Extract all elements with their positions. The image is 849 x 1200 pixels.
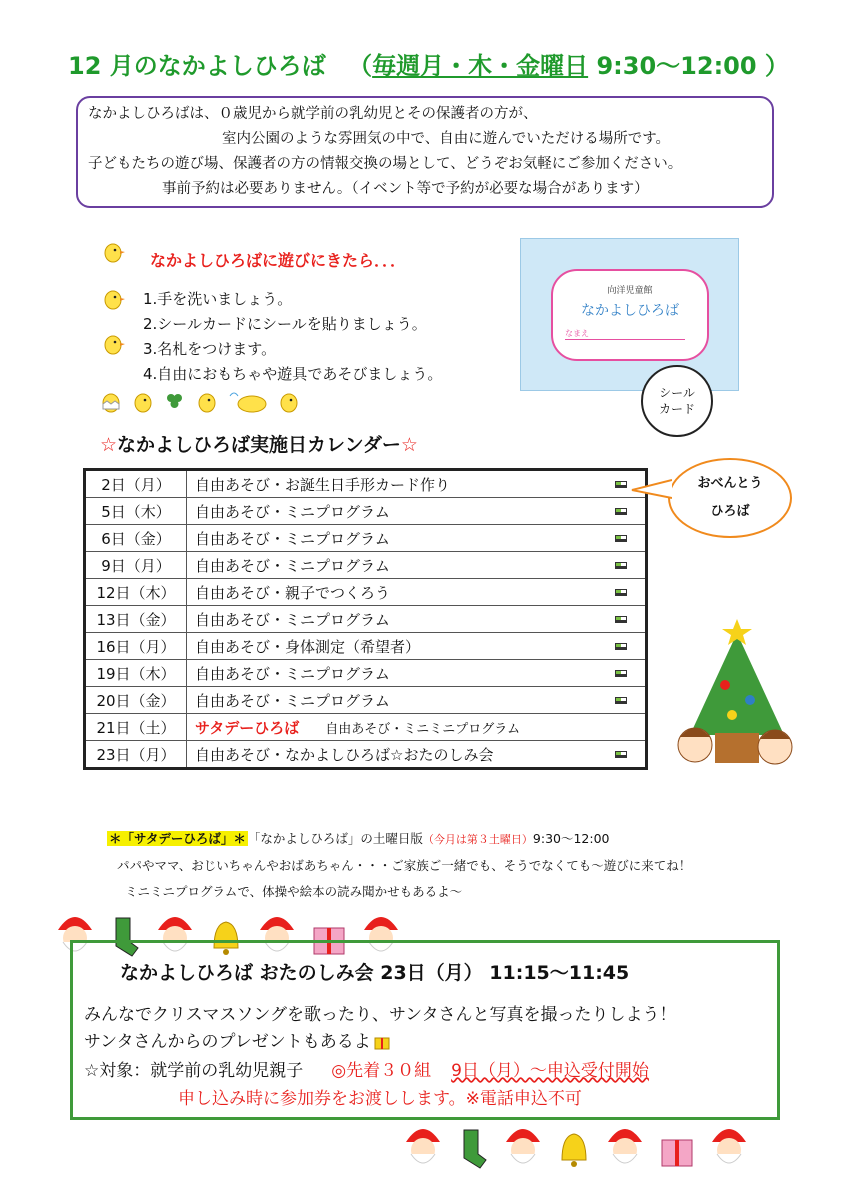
bento-icon	[615, 587, 627, 597]
intro-line-4: 事前予約は必要ありません。（イベント等で予約が必要な場合があります）	[162, 181, 649, 197]
callout-line: ひろば	[710, 504, 750, 519]
intro-line-1: なかよしひろばは、０歳児から就学前の乳幼児とその保護者の方が、	[88, 106, 538, 122]
chick-icon	[194, 388, 220, 414]
event-limit: ◎先着３０組	[331, 1061, 432, 1081]
santa-icon	[600, 1120, 650, 1170]
santa-icon	[498, 1120, 548, 1170]
card-name: なかよしひろば	[581, 303, 679, 319]
date-cell: 12日（木）	[85, 579, 187, 606]
activity-cell	[187, 714, 647, 741]
rule-item: 3.名札をつけます。	[143, 340, 277, 358]
activity-text: 自由あそび・ミニミニプログラム	[325, 721, 521, 737]
activity-text: 自由あそび・ミニプログラム	[195, 610, 390, 629]
saturday-line-3: ミニミニプログラムで、体操や絵本の読み聞かせもあるよ～	[125, 884, 463, 899]
date-cell: 19日（木）	[85, 660, 187, 687]
bento-callout	[668, 458, 792, 538]
intro-line-2: 室内公園のような雰囲気の中で、自由に遊んでいただける場所です。	[222, 131, 671, 147]
table-row	[85, 525, 647, 552]
activity-text: 自由あそび・身体測定（希望者）	[195, 637, 421, 656]
table-row	[85, 687, 647, 714]
rules-heading: なかよしひろばに遊びにきたら．．．	[150, 251, 407, 270]
calendar-title-text: なかよしひろば実施日カレンダー	[117, 434, 401, 456]
activity-cell	[187, 525, 647, 552]
date-cell: 23日（月）	[85, 741, 187, 769]
saturday-line-1	[107, 826, 691, 853]
star-icon: ☆	[400, 434, 418, 456]
activity-cell	[187, 579, 647, 606]
christmas-tree-illustration	[670, 615, 805, 780]
saturday-note	[107, 826, 691, 905]
table-row	[85, 470, 647, 498]
page-title	[68, 46, 789, 81]
activity-text: 自由あそび・なかよしひろば☆おたのしみ会	[195, 745, 494, 764]
chick-icon	[100, 285, 126, 311]
saturday-time: 9:30～12:00	[532, 831, 610, 846]
intro-box	[76, 96, 774, 208]
event-line-1: みんなでクリスマスソングを歌ったり、サンタさんと写真を撮ったりしよう！	[84, 1005, 677, 1025]
title-time: 9:30～12:00 ）	[588, 52, 789, 80]
chick-row	[98, 388, 302, 414]
event-reception: 9日（月）～申込受付開始	[451, 1061, 649, 1081]
santa-icon	[704, 1120, 754, 1170]
card-org: 向洋児童館	[607, 286, 653, 296]
gift-icon	[373, 1032, 391, 1050]
callout-line: おべんとう	[697, 476, 763, 491]
bento-icon	[615, 695, 627, 705]
date-cell: 21日（土）	[85, 714, 187, 741]
activity-cell	[187, 606, 647, 633]
activity-text: 自由あそび・ミニプログラム	[195, 529, 390, 548]
callout-pointer	[630, 478, 672, 502]
activity-text: 自由あそび・ミニプログラム	[195, 691, 390, 710]
activity-cell	[187, 741, 647, 769]
chick-icon	[130, 388, 156, 414]
bento-icon	[615, 533, 627, 543]
title-main: 12 月のなかよしひろば	[68, 52, 326, 80]
table-row	[85, 579, 647, 606]
event-target: ☆対象：就学前の乳幼児親子	[84, 1061, 304, 1081]
bento-icon	[615, 479, 627, 489]
table-row	[85, 741, 647, 769]
event-title: なかよしひろば おたのしみ会 23日（月） 11:15～11:45	[120, 962, 630, 984]
date-cell: 13日（金）	[85, 606, 187, 633]
rule-item: 2.シールカードにシールを貼りましょう。	[143, 315, 427, 333]
calendar-title	[100, 430, 418, 457]
event-ticket-note: 申し込み時に参加券をお渡しします。※電話申込不可	[178, 1089, 582, 1109]
table-row	[85, 552, 647, 579]
gift-icon	[656, 1126, 698, 1170]
date-cell: 20日（金）	[85, 687, 187, 714]
title-days: 毎週月・木・金曜日	[372, 52, 589, 80]
bento-icon	[615, 614, 627, 624]
star-icon: ☆	[100, 434, 118, 456]
table-row	[85, 633, 647, 660]
event-line-2	[84, 1027, 391, 1052]
callout-line: カード	[658, 402, 695, 416]
table-row	[85, 498, 647, 525]
stocking-icon	[454, 1126, 492, 1170]
activity-cell	[187, 687, 647, 714]
event-line-2-text: サンタさんからのプレゼントもあるよ	[84, 1032, 371, 1052]
saturday-desc: 「なかよしひろば」の土曜日版	[247, 831, 423, 846]
santa-icon	[398, 1120, 448, 1170]
saturday-line-2: パパやママ、おじいちゃんやおばあちゃん・・・ご家族ご一緒でも、そうでなくても～遊びに来てね！	[117, 858, 692, 873]
saturday-week-note: （今月は第３土曜日）	[422, 833, 533, 846]
bento-icon	[615, 749, 627, 759]
bento-icon	[615, 668, 627, 678]
saturday-label: サタデーひろば	[195, 718, 300, 737]
date-cell: 6日（金）	[85, 525, 187, 552]
event-target-line	[84, 1056, 649, 1081]
date-cell: 9日（月）	[85, 552, 187, 579]
date-cell: 2日（月）	[85, 470, 187, 498]
card-name-field: なまえ	[565, 328, 685, 340]
bento-icon	[615, 506, 627, 516]
callout-line: シール	[659, 386, 695, 400]
activity-text: 自由あそび・ミニプログラム	[195, 556, 390, 575]
table-row	[85, 660, 647, 687]
calendar-table	[83, 468, 648, 770]
table-row	[85, 714, 647, 741]
activity-cell	[187, 498, 647, 525]
title-open-paren: （	[348, 52, 373, 80]
activity-cell	[187, 470, 647, 498]
activity-text: 自由あそび・親子でつくろう	[195, 583, 391, 602]
chick-icon	[100, 330, 126, 356]
chick-icon	[276, 388, 302, 414]
table-row	[85, 606, 647, 633]
activity-cell	[187, 660, 647, 687]
bento-icon	[615, 560, 627, 570]
rule-item: 4.自由におもちゃや遊具であそびましょう。	[143, 365, 443, 383]
activity-text: 自由あそび・お誕生日手形カード作り	[195, 475, 451, 494]
bento-icon	[615, 641, 627, 651]
activity-text: 自由あそび・ミニプログラム	[195, 502, 390, 521]
santa-decoration-row	[398, 1120, 754, 1170]
card-frame	[551, 269, 709, 361]
chick-icon	[100, 238, 126, 264]
sticker-card-image	[520, 238, 739, 391]
bell-icon	[554, 1126, 594, 1170]
sleeping-chick-icon	[226, 388, 270, 414]
saturday-highlight: ＊「サタデーひろば」＊	[109, 831, 246, 846]
activity-cell	[187, 633, 647, 660]
clover-icon	[162, 388, 188, 414]
rule-item: 1.手を洗いましょう。	[143, 290, 293, 308]
activity-text: 自由あそび・ミニプログラム	[195, 664, 390, 683]
date-cell: 16日（月）	[85, 633, 187, 660]
activity-cell	[187, 552, 647, 579]
intro-line-3: 子どもたちの遊び場、保護者の方の情報交換の場として、どうぞお気軽にご参加ください。	[88, 156, 683, 172]
hatching-chick-icon	[98, 388, 124, 414]
sticker-card-callout	[641, 365, 713, 437]
date-cell: 5日（木）	[85, 498, 187, 525]
